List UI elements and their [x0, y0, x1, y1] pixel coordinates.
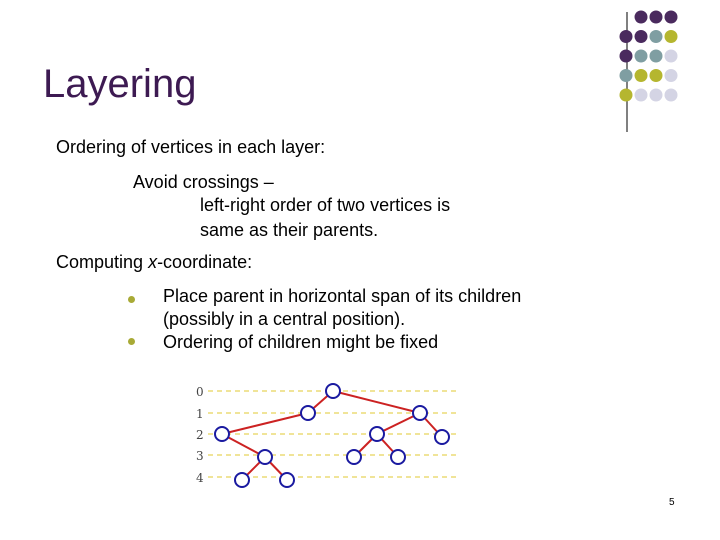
bullet-dot	[128, 338, 135, 345]
tree-node	[391, 450, 405, 464]
tree-node	[258, 450, 272, 464]
layered-tree-diagram	[190, 378, 470, 493]
tree-node	[280, 473, 294, 487]
tree-edge	[333, 391, 420, 413]
decorative-dot	[635, 11, 648, 24]
tree-node	[435, 430, 449, 444]
decorative-dot	[635, 69, 648, 82]
bullet-text-ordering-children: Ordering of children might be fixed	[163, 332, 439, 352]
tree-edge	[222, 413, 308, 434]
slide-title: Layering	[43, 62, 197, 106]
tree-node	[326, 384, 340, 398]
text-computing-prefix: Computing	[56, 252, 149, 272]
decorative-dot	[650, 11, 663, 24]
decorative-dot	[650, 69, 663, 82]
decorative-dot	[650, 50, 663, 63]
decorative-dot	[620, 69, 633, 82]
tree-node	[235, 473, 249, 487]
decorative-dot	[650, 30, 663, 43]
layer-label: 0	[196, 385, 204, 399]
text-computing-x-italic: x	[148, 252, 158, 272]
layer-label: 4	[196, 471, 204, 485]
text-ordering-heading: Ordering of vertices in each layer:	[56, 137, 326, 157]
text-avoid-crossings: Avoid crossings –	[133, 172, 274, 192]
tree-node	[370, 427, 384, 441]
tree-node	[215, 427, 229, 441]
decorative-dot	[620, 50, 633, 63]
decorative-dot	[635, 50, 648, 63]
decorative-dot	[620, 30, 633, 43]
tree-node	[347, 450, 361, 464]
layer-label: 3	[196, 449, 204, 463]
text-computing-suffix: -coordinate:	[157, 252, 253, 272]
bullet-dot	[128, 296, 135, 303]
bullet-text-place-parent: Place parent in horizontal span of its children	[163, 286, 522, 306]
tree-node	[413, 406, 427, 420]
tree-node	[301, 406, 315, 420]
layer-label: 2	[196, 428, 204, 442]
decorative-dot	[665, 30, 678, 43]
page-number: 5	[669, 497, 675, 508]
decorative-dot	[635, 89, 648, 102]
decorative-dot	[665, 11, 678, 24]
text-left-right-order: left-right order of two vertices is	[200, 195, 451, 215]
bullet-text-central-position: (possibly in a central position).	[163, 309, 406, 329]
text-same-as-parents: same as their parents.	[200, 220, 379, 240]
layer-label: 1	[196, 407, 204, 421]
decorative-dot	[620, 89, 633, 102]
text-computing-x	[56, 252, 252, 273]
decorative-dot	[665, 69, 678, 82]
decorative-dot	[665, 89, 678, 102]
decorative-dot	[635, 30, 648, 43]
decorative-dot	[650, 89, 663, 102]
decorative-dot	[665, 50, 678, 63]
